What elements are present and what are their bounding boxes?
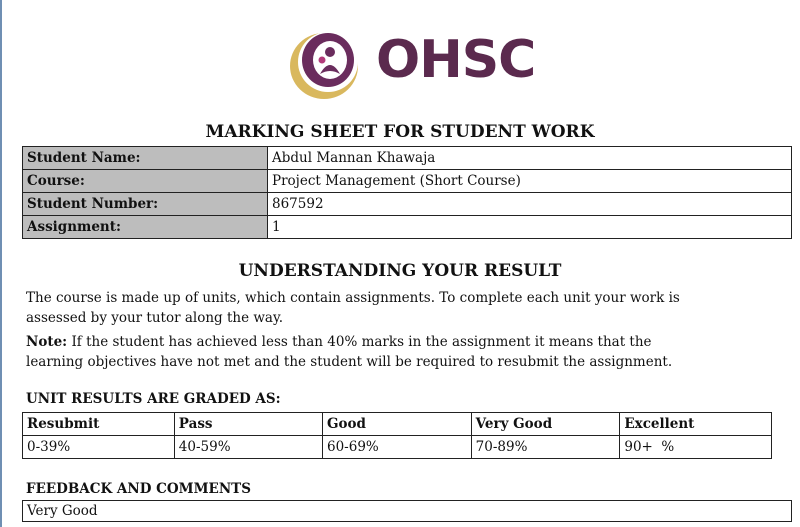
page-title: MARKING SHEET FOR STUDENT WORK bbox=[205, 122, 595, 142]
table-row bbox=[23, 413, 772, 436]
course-label: Course: bbox=[23, 170, 268, 193]
ohsc-logo bbox=[286, 26, 546, 102]
table-row bbox=[23, 436, 772, 459]
result-description: The course is made up of units, which contain assignments. To complete each unit your work is assessed by your tutor along the way. bbox=[26, 290, 680, 326]
note-text: If the student has achieved less than 40% marks in the assignment it means that the learning objectives have not met and the student will be required to resubmit the assignment. bbox=[26, 334, 673, 370]
grade-range-good: 60-69% bbox=[322, 436, 471, 459]
grades-heading: UNIT RESULTS ARE GRADED AS: bbox=[26, 391, 281, 407]
table-row bbox=[23, 147, 792, 170]
note-label: Note: bbox=[26, 334, 68, 350]
student-number-value: 867592 bbox=[268, 193, 792, 216]
grade-header-resubmit: Resubmit bbox=[23, 413, 175, 436]
note-paragraph bbox=[26, 332, 706, 372]
student-name-value: Abdul Mannan Khawaja bbox=[268, 147, 792, 170]
grade-header-excellent: Excellent bbox=[620, 413, 772, 436]
table-row bbox=[23, 193, 792, 216]
feedback-heading: FEEDBACK AND COMMENTS bbox=[26, 481, 251, 497]
student-name-label: Student Name: bbox=[23, 147, 268, 170]
grade-header-very-good: Very Good bbox=[471, 413, 620, 436]
result-heading: UNDERSTANDING YOUR RESULT bbox=[238, 261, 562, 281]
table-row bbox=[23, 501, 792, 522]
grade-range-resubmit: 0-39% bbox=[23, 436, 175, 459]
grade-range-pass: 40-59% bbox=[174, 436, 322, 459]
feedback-table bbox=[22, 500, 792, 522]
assignment-label: Assignment: bbox=[23, 216, 268, 239]
feedback-text: Very Good bbox=[23, 501, 792, 522]
course-value: Project Management (Short Course) bbox=[268, 170, 792, 193]
table-row bbox=[23, 170, 792, 193]
logo-wordmark: OHSC bbox=[376, 30, 536, 90]
student-info-table bbox=[22, 146, 792, 239]
grade-header-pass: Pass bbox=[174, 413, 322, 436]
grade-range-excellent: 90+ % bbox=[620, 436, 772, 459]
student-number-label: Student Number: bbox=[23, 193, 268, 216]
grade-range-very-good: 70-89% bbox=[471, 436, 620, 459]
grades-table bbox=[22, 412, 772, 459]
logo-emblem-icon bbox=[286, 26, 372, 102]
table-row bbox=[23, 216, 792, 239]
assignment-value: 1 bbox=[268, 216, 792, 239]
grade-header-good: Good bbox=[322, 413, 471, 436]
